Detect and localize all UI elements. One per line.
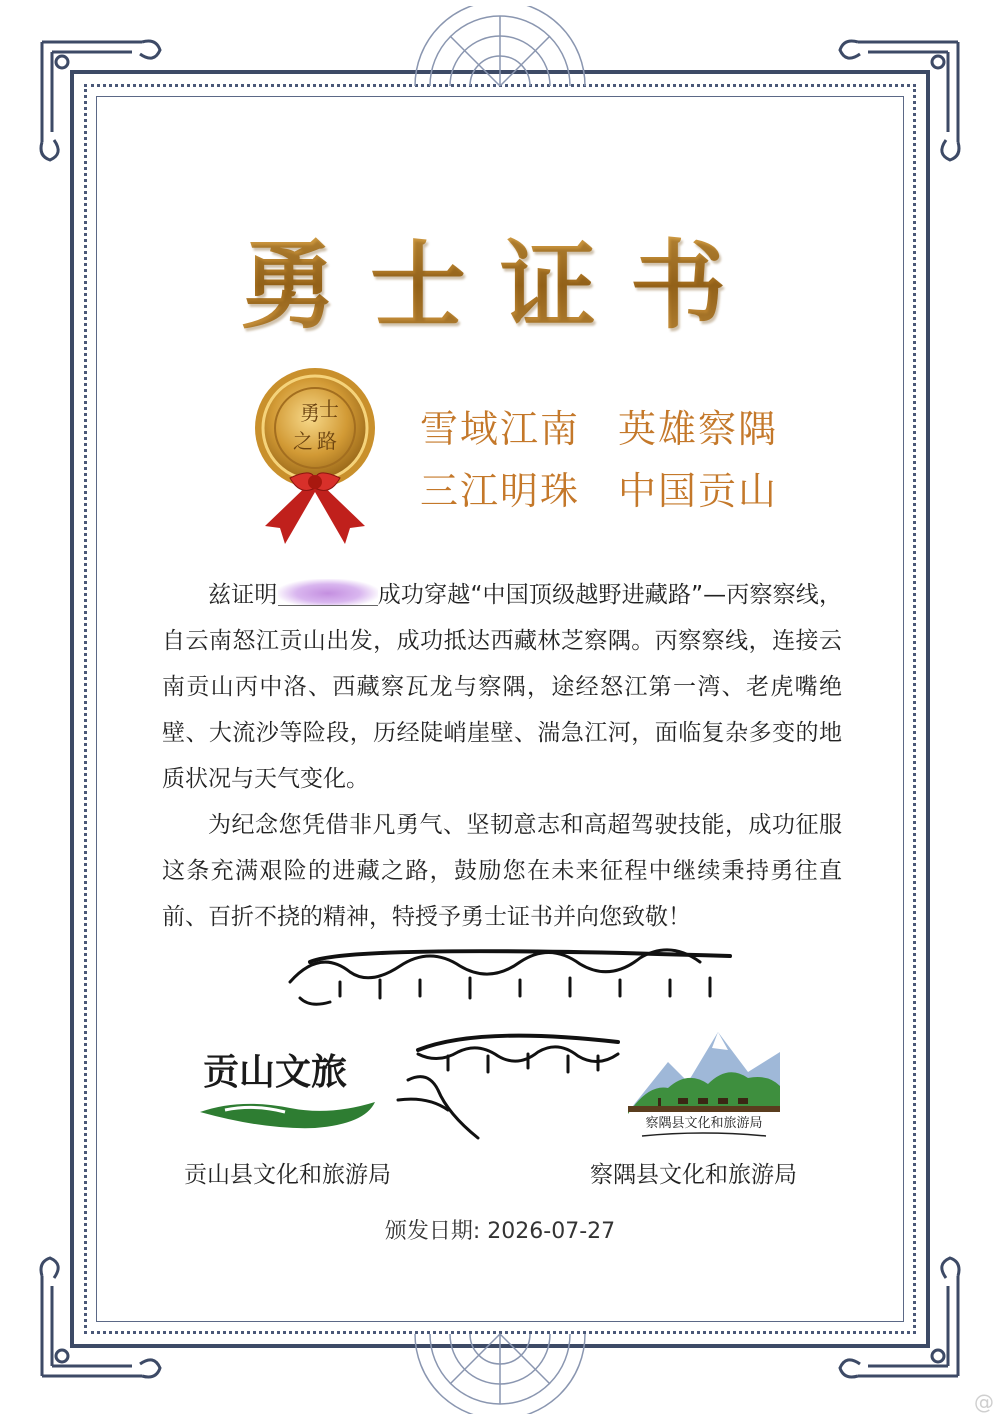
slogan-block [420, 398, 778, 522]
corner-ornament-bottom-left [22, 1256, 162, 1396]
issuer-gongshan: 贡山县文化和旅游局 [184, 1162, 391, 1188]
slogan-2: 英雄察隅 [618, 407, 779, 451]
gongshan-tourism-logo [195, 1040, 395, 1140]
medal-seal [245, 366, 385, 556]
chayu-culture-tourism-logo [628, 1022, 780, 1146]
certificate-body [162, 572, 842, 940]
tibetan-calligraphy-line-2 [388, 1020, 628, 1140]
slogan-row-1 [420, 398, 778, 460]
body-intro: 兹证明 [208, 582, 278, 608]
ornament-medallion-top [410, 6, 590, 92]
corner-ornament-top-left [22, 22, 162, 162]
slogan-1: 雪域江南 [420, 407, 581, 451]
watermark: @ [974, 1390, 994, 1414]
body-route-description: 成功穿越“中国顶级越野进藏路”—丙察察线，自云南怒江贡山出发，成功抵达西藏林芝察隅。丙察察线，连接云南贡山丙中洛、西藏察瓦龙与察隅，途经怒江第一湾、老虎嘴绝壁、大流沙等险段，历经陡峭崖壁、湍急江河，面临复杂多变的地质状况与天气变化。 [162, 582, 842, 792]
issue-date-value: 2026-07-27 [487, 1219, 616, 1244]
medal-char-3: 之 [293, 429, 313, 453]
medal-char-4: 路 [317, 429, 337, 453]
body-paragraph-2: 为纪念您凭借非凡勇气、坚韧意志和高超驾驶技能，成功征服这条充满艰险的进藏之路，鼓励您在未来征程中继续秉持勇往直前、百折不挠的精神，特授予勇士证书并向您致敬！ [162, 812, 842, 930]
ornament-medallion-bottom [410, 1328, 590, 1414]
issuer-chayu: 察隅县文化和旅游局 [590, 1162, 797, 1188]
tibetan-calligraphy-line-1 [280, 942, 740, 1012]
slogan-3: 三江明珠 [420, 469, 581, 513]
certificate-title: 勇士证书 [0, 210, 1000, 347]
corner-ornament-bottom-right [838, 1256, 978, 1396]
chayu-logo-text: 察隅县文化和旅游局 [645, 1116, 763, 1131]
corner-ornament-top-right [838, 22, 978, 162]
medal-char-2: 士 [319, 397, 339, 421]
slogan-row-2 [420, 460, 778, 522]
gongshan-logo-text: 贡山文旅 [203, 1051, 348, 1093]
medal-char-1: 勇 [300, 401, 320, 425]
slogan-4: 中国贡山 [618, 469, 779, 513]
issue-date-line [0, 1214, 1000, 1245]
recipient-name-redacted [278, 579, 378, 606]
body-paragraph-1 [162, 572, 842, 802]
issue-date-label: 颁发日期: [384, 1219, 481, 1244]
